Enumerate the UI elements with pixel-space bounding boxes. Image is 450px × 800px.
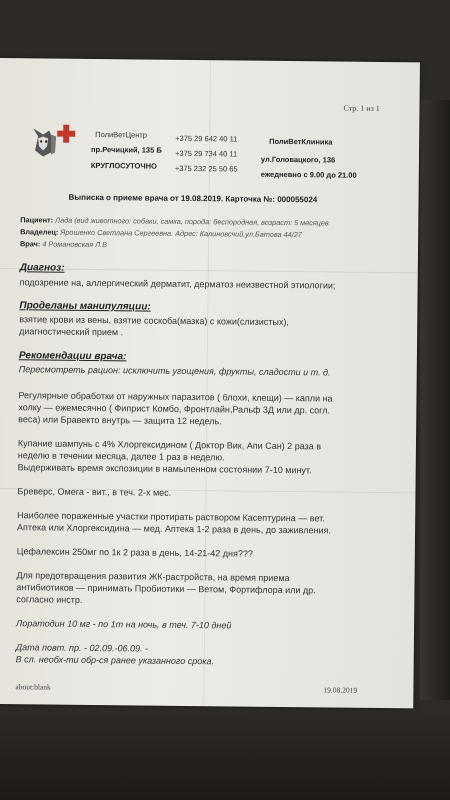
probiotics-line: антибиотиков — принимать Пробиотики — Ветом, Фортифлора или др. [16,582,316,596]
bathing-line: Выдерживать время экспозиции в намыленном состоянии 7-10 минут. [17,462,312,476]
dark-background-edge [420,100,450,700]
husky-cross-logo-icon [29,122,77,159]
clinic-right-hours: ежедневно с 9.00 до 21.00 [260,169,357,180]
wipe-line: Аптека или Хлоргексидина — мед. Аптека 1-2 раза в день, до заживления. [17,522,331,536]
phone-3: +375 232 25 50 65 [174,163,238,174]
owner-line [20,227,302,239]
probiotics-line: согласно инстр. [16,594,83,605]
vet-value: 4 Романовская Л.В [42,239,108,250]
clinic-left-name: ПолиВетЦентр [95,130,148,140]
bathing-line: неделю в течении месяца, далее 1 раз в неделю. [17,450,225,463]
clinic-left-address: пр.Речицкий, 135 Б [91,144,162,155]
diagnosis-heading: Диагноз: [19,262,65,274]
owner-label: Владелец: [20,227,59,237]
vitamins-text: Бреверс, Омега - вит., в теч. 2-х мес. [17,486,172,498]
procedures-line: диагностический прием . [19,326,124,338]
phone-2: +375 29 734 40 11 [174,148,238,159]
clinic-right-name: ПолиВетКлиника [269,136,333,147]
parasites-line: веса) или Бравекто внутрь — защита 12 недель. [18,414,222,427]
clinic-right-address: ул.Головацкого, 136 [260,154,336,165]
procedures-heading: Проделаны манипуляции: [19,300,151,313]
loratadine-text: Лоратодин 10 мг - по 1т на ночь, в теч. 7-10 дней [16,618,232,631]
patient-line [20,215,329,227]
wipe-line: Наиболее пораженные участки протирать раствором Касептурина — вет. [17,510,325,524]
phone-1: +375 29 642 40 11 [175,133,238,144]
parasites-line: холку — ежемесячно ( Фиприст Комбо, Фронтлайн,Ральф 3Д или др. согл. [18,402,331,416]
vet-label: Врач: [20,239,41,249]
page-number: Стр. 1 из 1 [343,103,380,113]
revisit-line: Дата повт. пр. - 02.09.-06.09. - [15,642,149,654]
probiotics-line: Для предотвращения развития ЖК-растройств, на время приема [16,570,290,584]
diet-text: Пересмотреть рацион: исключить угощения, фрукты, сладости и т. д. [18,364,331,378]
footer-left: about:blank [15,682,51,692]
clinic-left-hours: КРУГЛОСУТОЧНО [90,160,157,171]
antibiotic-text: Цефалексин 250мг по 1к 2 раза в день, 14-21-42 дня??? [16,546,253,559]
bathing-line: Купание шампунь с 4% Хлоргексидином ( Доктор Вик, Апи Сан) 2 раза в [17,438,322,452]
document-sheet [0,58,420,708]
revisit-line: В сл. необх-ти обр-ся ранее указанного срока. [15,654,215,667]
patient-value: Лада (вид животного: собаки, самка, порода: беспородная, возраст: 5 месяцев [55,215,329,228]
owner-value: Ярошенко Светлана Сергеевна. Адрес: Калиновсчий,ул.Батова 44/27 [60,227,302,240]
vet-line [20,239,107,249]
diagnosis-text: подозрение на, аллергический дерматит, дерматоз неизвестной этиологии; [19,277,336,291]
parasites-line: Регулярные обработки от наружных паразитов ( блохи, клещи) — капли на [18,390,333,404]
patient-label: Пациент: [20,215,54,225]
footer-right: 19.08.2019 [323,685,358,695]
procedures-line: взятие крови из вены, взятие соскоба(мазка) с кожи(слизистых), [19,314,289,328]
dark-background-bottom [0,705,450,800]
document-title: Выписка о приеме врача от 19.08.2019. Карточка №: 000055024 [68,192,318,205]
recommendations-heading: Рекомендации врача: [18,350,127,363]
